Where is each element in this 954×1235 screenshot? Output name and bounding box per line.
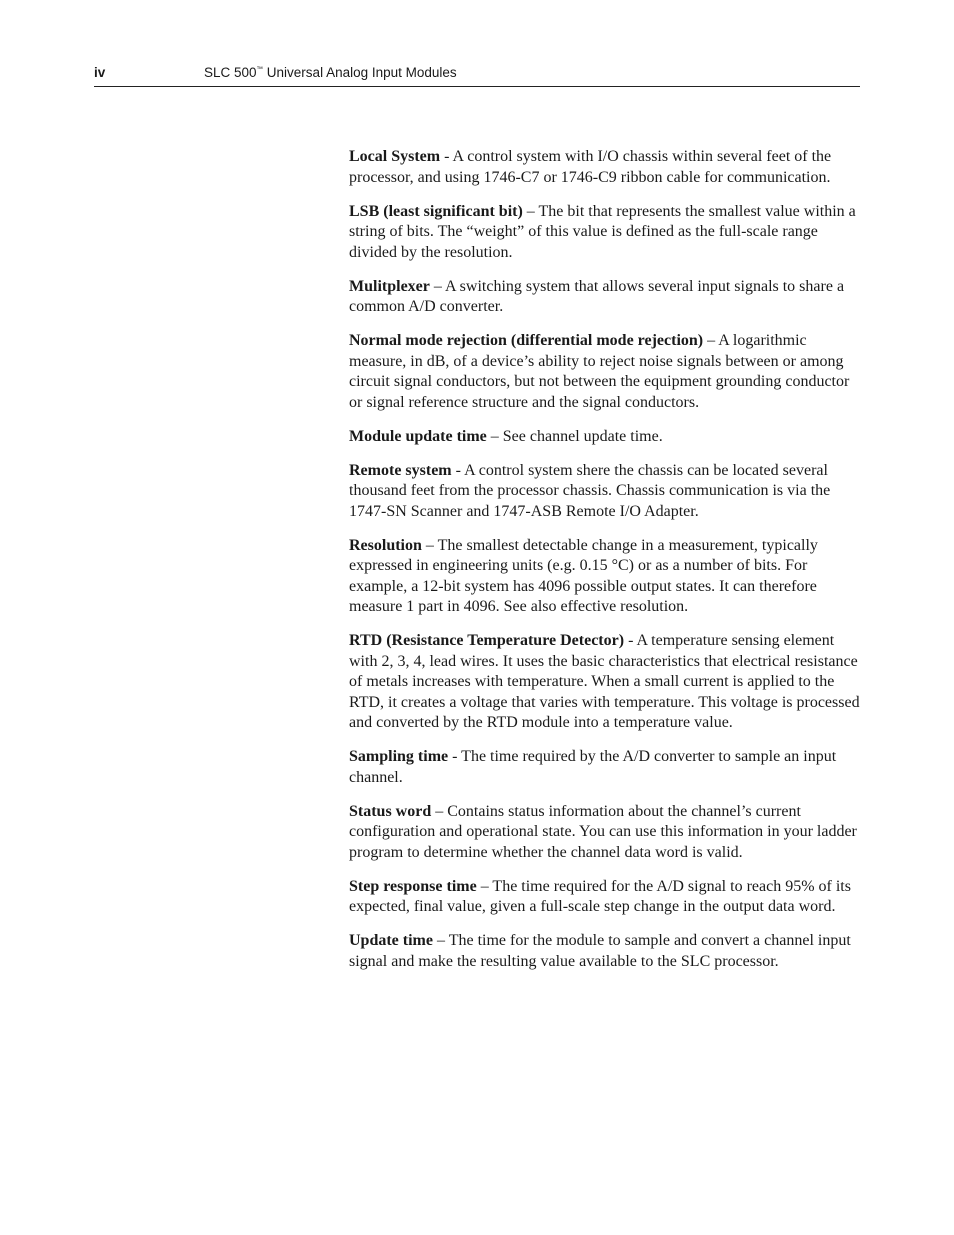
glossary-term: Remote system: [349, 461, 452, 479]
glossary-term: Resolution: [349, 536, 422, 554]
glossary-definition: – A switching system that allows several input signals to share a common A/D converter.: [349, 277, 845, 315]
glossary-definition: – The time for the module to sample and convert a channel input signal and make the resulting value available to the SLC processor.: [349, 932, 851, 970]
glossary-definition: - The time required by the A/D converter to sample an input channel.: [349, 748, 837, 786]
glossary-entry-sampling-time: [349, 747, 860, 788]
glossary-entry-multiplexer: [349, 277, 860, 318]
glossary-term: Normal mode rejection (differential mode rejection): [349, 332, 704, 349]
glossary-entry-normal-mode-rejection: [349, 331, 860, 413]
glossary-list: [349, 147, 860, 986]
page-number: iv: [94, 65, 106, 80]
glossary-definition: – A logarithmic measure, in dB, of a device’s ability to reject noise signals between or among circuit signal conductors, but not between the equipment grounding conductor or signal reference structure and the signal conductors.: [349, 332, 850, 411]
glossary-definition: – The smallest detectable change in a measurement, typically expressed in engineering units (e.g. 0.15 °C) or as a number of bits. For example, a 12-bit system has 4096 possible output states. It can therefore measure 1 part in 4096. See also effective resolution.: [349, 536, 818, 615]
glossary-term: Status word: [349, 802, 432, 820]
glossary-entry-update-time: [349, 931, 860, 972]
glossary-term: LSB (least significant bit): [349, 202, 523, 220]
glossary-term: Local System: [349, 148, 441, 165]
glossary-definition: – Contains status information about the channel’s current configuration and operational state. You can use this information in your ladder program to determine whether the channel data word is valid.: [349, 802, 857, 861]
running-title: [204, 65, 457, 80]
glossary-term: RTD (Resistance Temperature Detector): [349, 632, 625, 649]
glossary-definition: - A control system shere the chassis can be located several thousand feet from the processor chassis. Chassis communication is via the 1747-SN Scanner and 1747-ASB Remote I/O Adapter.: [349, 461, 831, 520]
glossary-entry-status-word: [349, 802, 860, 864]
glossary-term: Update time: [349, 932, 433, 949]
glossary-entry-step-response-time: [349, 877, 860, 918]
glossary-definition: – The bit that represents the smallest value within a string of bits. The “weight” of this value is defined as the full-scale range divided by the resolution.: [349, 202, 856, 261]
glossary-term: Step response time: [349, 877, 477, 895]
glossary-definition: - A temperature sensing element with 2, 3, 4, lead wires. It uses the basic characteristics that electrical resistance of metals increases with temperature. When a small current is applied to the RTD, it creates a voltage that varies with temperature. This voltage is processed and converted by the RTD module into a temperature value.: [349, 632, 860, 731]
glossary-entry-resolution: [349, 536, 860, 618]
glossary-entry-local-system: [349, 147, 860, 188]
glossary-term: Module update time: [349, 427, 487, 445]
running-title-prefix: SLC 500: [204, 65, 257, 80]
running-title-suffix: Universal Analog Input Modules: [263, 65, 457, 80]
glossary-entry-rtd: [349, 631, 860, 734]
glossary-definition: – See channel update time.: [486, 427, 663, 445]
glossary-entry-lsb: [349, 202, 860, 264]
trademark-symbol: ™: [256, 65, 264, 73]
page-header: [94, 62, 860, 87]
glossary-definition: - A control system with I/O chassis within several feet of the processor, and using 1746-C7 or 1746-C9 ribbon cable for communication.: [349, 148, 832, 186]
glossary-entry-remote-system: [349, 461, 860, 523]
glossary-term: Sampling time: [349, 748, 449, 765]
glossary-term: Mulitplexer: [349, 277, 430, 295]
glossary-definition: – The time required for the A/D signal to reach 95% of its expected, final value, given a full-scale step change in the output data word.: [349, 877, 851, 915]
glossary-entry-module-update-time: [349, 427, 860, 448]
